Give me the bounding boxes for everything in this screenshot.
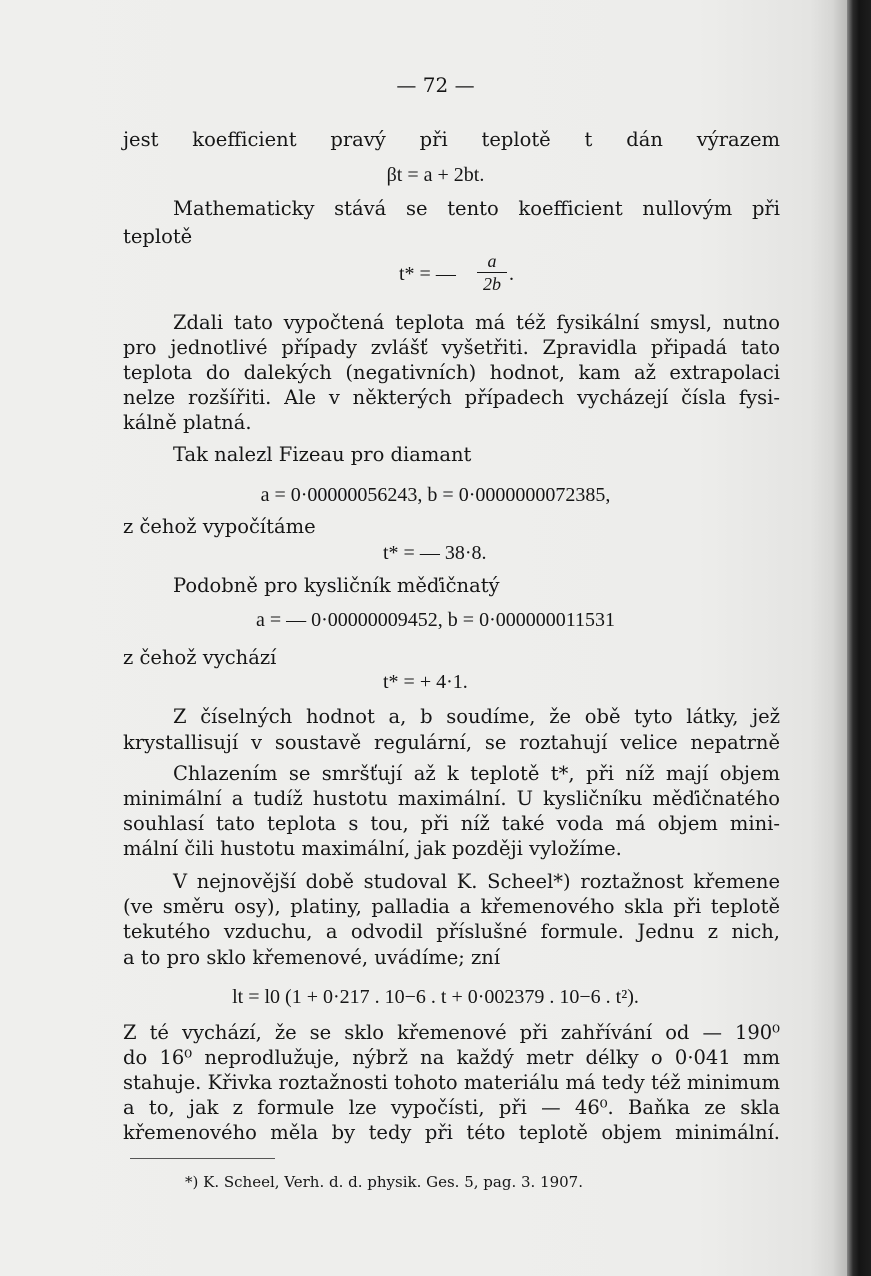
- equation-cuprite: a = — 0·00000009452, b = 0·000000011531: [255, 609, 615, 631]
- fraction-denominator: 2b: [483, 274, 501, 294]
- text-line-3: teplotě: [123, 225, 193, 248]
- equation-tstar-diamant: t* = — 38·8.: [383, 542, 487, 564]
- footnote: *) K. Scheel, Verh. d. d. physik. Ges. 5, pag. 3. 1907.: [185, 1173, 583, 1191]
- text-line-6: teplota do dalekých (negativních) hodnot, kam až extrapolaci: [123, 361, 780, 384]
- equation-tstar-lhs: t* = —: [399, 263, 456, 285]
- text-line-23: Z té vychází, že se sklo křemenové při zahřívání od — 190⁰: [123, 1021, 780, 1044]
- text-line-22: a to pro sklo křemenové, uvádíme; zní: [123, 946, 501, 969]
- text-line-15: Chlazením se smršťují až k teplotě t*, při níž mají objem: [173, 762, 780, 785]
- text-line-21: tekutého vzduchu, a odvodil příslušné formule. Jednu z nich,: [123, 920, 780, 943]
- page-gutter-shadow: [833, 0, 847, 1276]
- text-line-14: krystallisují v soustavě regulární, se roztahují velice nepatrně: [123, 731, 780, 754]
- text-line-19: V nejnovější době studoval K. Scheel*) roztažnost křemene: [173, 870, 780, 893]
- text-line-9: Tak nalezl Fizeau pro diamant: [173, 443, 472, 466]
- text-line-4: Zdali tato vypočtená teplota má též fysikální smysl, nutno: [173, 311, 780, 334]
- text-line-25: stahuje. Křivka roztažnosti tohoto materiálu má tedy též minimum: [123, 1071, 780, 1094]
- text-line-7: nelze rozšířiti. Ale v některých případech vycházejí čísla fysi-: [123, 386, 780, 409]
- text-line-10: z čehož vypočítáme: [123, 515, 316, 538]
- text-line-24: do 16⁰ neprodlužuje, nýbrž na každý metr délky o 0·041 mm: [123, 1046, 780, 1069]
- book-edge: [847, 0, 871, 1276]
- text-line-5: pro jednotlivé případy zvlášť vyšetřiti. Zpravidla připadá tato: [123, 336, 780, 359]
- equation-tstar-fraction: [477, 251, 507, 294]
- text-line-8: kálně platná.: [123, 411, 252, 434]
- text-line-2: Mathematicky stává se tento koefficient nullovým při: [173, 197, 780, 220]
- equation-quartz-glass: lt = l0 (1 + 0·217 . 10−6 . t + 0·002379 . 10−6 . t²).: [232, 986, 639, 1008]
- text-line-27: křemenového měla by tedy při této teplotě objem minimální.: [123, 1121, 780, 1144]
- text-line-18: mální čili hustotu maximální, jak později vyložíme.: [123, 837, 622, 860]
- text-line-13: Z číselných hodnot a, b soudíme, že obě tyto látky, jež: [173, 705, 780, 728]
- equation-tstar-cuprite: t* = + 4·1.: [383, 671, 468, 693]
- fraction-numerator: a: [487, 251, 497, 271]
- fraction-bar: [477, 272, 507, 273]
- text-line-20: (ve směru osy), platiny, palladia a křemenového skla při teplotě: [123, 895, 780, 918]
- equation-tstar-period: .: [509, 263, 514, 285]
- text-line-16: minimální a tudíž hustotu maximální. U kysličníku měďičnatého: [123, 787, 780, 810]
- equation-diamant: a = 0·00000056243, b = 0·0000000072385,: [260, 484, 611, 506]
- text-line-17: souhlasí tato teplota s tou, při níž také voda má objem mini-: [123, 812, 780, 835]
- equation-beta: βt = a + 2bt.: [386, 164, 485, 186]
- text-line-26: a to, jak z formule lze vypočísti, při — 46⁰. Baňka ze skla: [123, 1096, 780, 1119]
- text-line-11: Podobně pro kysličník měďičnatý: [173, 574, 500, 597]
- footnote-rule: [130, 1158, 275, 1159]
- text-line-12: z čehož vychází: [123, 646, 277, 669]
- page-number: — 72 —: [396, 73, 475, 97]
- text-line-1: jest koefficient pravý při teplotě t dán výrazem: [123, 128, 780, 151]
